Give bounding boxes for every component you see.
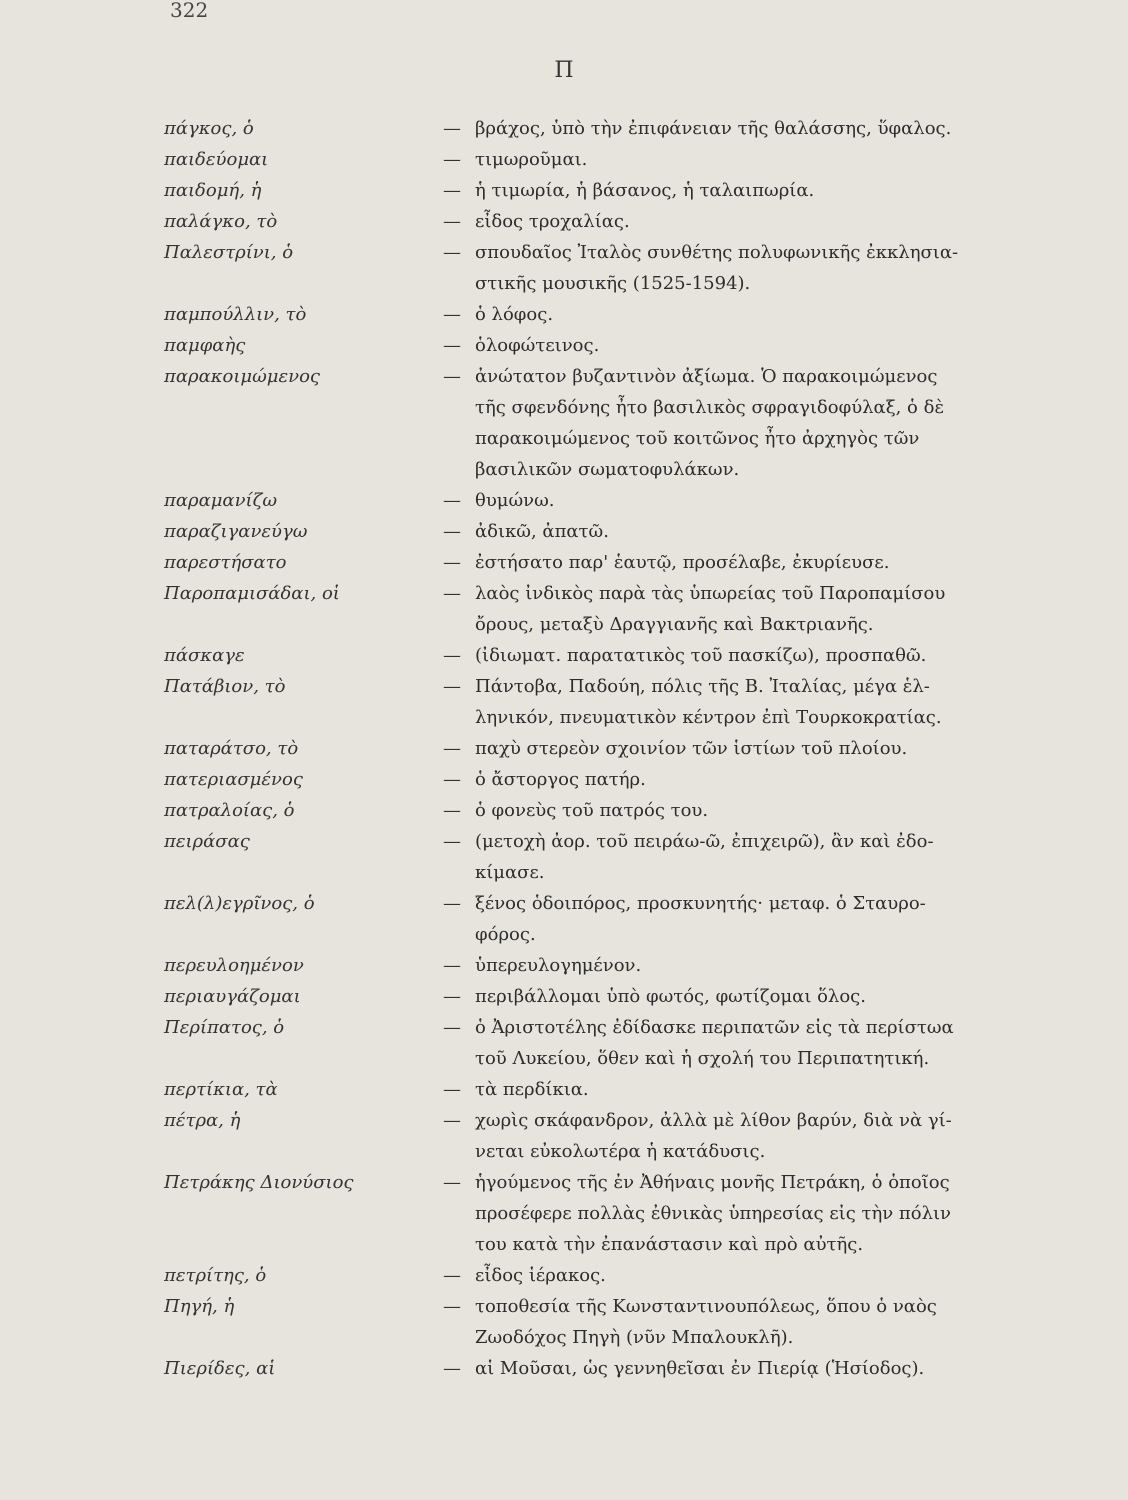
glossary-entry [0, 578, 1128, 640]
entry-term: Πηγή, ἡ [164, 1296, 235, 1317]
entry-term: Πατάβιον, τὸ [164, 676, 286, 697]
entry-definition: Πάντοβα, Παδούη, πόλις τῆς Β. Ἰταλίας, μέγα ἑλ- ληνικόν, πνευματικὸν κέντρον ἐπὶ Τουρκοκρατίας. [475, 676, 942, 728]
entry-definition: ἀδικῶ, ἀπατῶ. [475, 521, 609, 542]
entry-definition: ὁλοφώτεινος. [475, 335, 600, 356]
section-letter: Π [554, 58, 574, 83]
entry-term: πατραλοίας, ὁ [164, 800, 295, 821]
entry-term: Παροπαμισάδαι, οἱ [164, 583, 340, 604]
entry-definition: χωρὶς σκάφανδρον, ἀλλὰ μὲ λίθον βαρύν, διὰ νὰ γί- νεται εὐκολωτέρα ἡ κατάδυσις. [475, 1110, 952, 1162]
entry-definition: ἡγούμενος τῆς ἐν Ἀθήναις μονῆς Πετράκη, ὁ ὁποῖος προσέφερε πολλὰς ἐθνικὰς ὑπηρεσίας εἰς τὴν πόλιν του κατὰ τὴν ἐπανάστασιν καὶ πρὸ αὐτῆς. [475, 1172, 951, 1255]
entry-definition: ὁ Ἀριστοτέλης ἐδίδασκε περιπατῶν εἰς τὰ περίστωα τοῦ Λυκείου, ὅθεν καὶ ἡ σχολή του Περιπατητική. [475, 1017, 954, 1069]
entry-definition: αἱ Μοῦσαι, ὡς γεννηθεῖσαι ἐν Πιερίᾳ (Ἡσίοδος). [475, 1358, 925, 1379]
entry-definition: ξένος ὁδοιπόρος, προσκυνητής· μεταφ. ὁ Σταυρο- φόρος. [475, 893, 926, 945]
entry-dash: — [443, 490, 461, 511]
glossary-entry [0, 330, 1128, 361]
entry-dash: — [443, 1017, 461, 1038]
glossary-entry [0, 733, 1128, 764]
entry-dash: — [443, 1296, 461, 1317]
entry-dash: — [443, 645, 461, 666]
glossary-entry [0, 1353, 1128, 1384]
entry-dash: — [443, 211, 461, 232]
entry-term: πειράσας [164, 831, 250, 852]
entry-term: παμφαὴς [164, 335, 246, 356]
glossary-entry [0, 237, 1128, 299]
glossary-entry [0, 1260, 1128, 1291]
glossary-entry [0, 1105, 1128, 1167]
entry-dash: — [443, 986, 461, 1007]
entry-dash: — [443, 180, 461, 201]
glossary-entry [0, 206, 1128, 237]
entry-term: παλάγκο, τὸ [164, 211, 278, 232]
entry-definition: (ἰδιωματ. παρατατικὸς τοῦ πασκίζω), προσπαθῶ. [475, 645, 927, 666]
entry-dash: — [443, 118, 461, 139]
entry-term: Πετράκης Διονύσιος [164, 1172, 354, 1193]
entry-dash: — [443, 1172, 461, 1193]
entry-dash: — [443, 893, 461, 914]
glossary-entry [0, 361, 1128, 485]
glossary-entry [0, 888, 1128, 950]
entry-term: Παλεστρίνι, ὁ [164, 242, 294, 263]
entry-definition: ἡ τιμωρία, ἡ βάσανος, ἡ ταλαιπωρία. [475, 180, 815, 201]
entry-term: παιδομή, ἡ [164, 180, 262, 201]
entry-term: περτίκια, τὰ [164, 1079, 278, 1100]
entry-term: παιδεύομαι [164, 149, 269, 170]
entry-term: περευλοημένον [164, 955, 304, 976]
entry-dash: — [443, 304, 461, 325]
entry-term: παρακοιμώμενος [164, 366, 321, 387]
entry-dash: — [443, 955, 461, 976]
entry-dash: — [443, 769, 461, 790]
entry-term: πελ(λ)εγρῖνος, ὁ [164, 893, 315, 914]
page-number: 322 [170, 0, 209, 22]
glossary-entry [0, 144, 1128, 175]
glossary-entry [0, 547, 1128, 578]
entry-definition: λαὸς ἰνδικὸς παρὰ τὰς ὑπωρείας τοῦ Παροπαμίσου ὄρους, μεταξὺ Δραγγιανῆς καὶ Βακτριανῆς. [475, 583, 946, 635]
entry-definition: θυμώνω. [475, 490, 555, 511]
entry-dash: — [443, 676, 461, 697]
entry-dash: — [443, 521, 461, 542]
entry-definition: (μετοχὴ ἀορ. τοῦ πειράω-ῶ, ἐπιχειρῶ), ἂν καὶ ἐδο- κίμασε. [475, 831, 934, 883]
entry-definition: εἶδος τροχαλίας. [475, 211, 630, 232]
entry-definition: παχὺ στερεὸν σχοινίον τῶν ἱστίων τοῦ πλοίου. [475, 738, 908, 759]
entry-term: παταράτσο, τὸ [164, 738, 299, 759]
entry-dash: — [443, 552, 461, 573]
entry-definition: ἀνώτατον βυζαντινὸν ἀξίωμα. Ὁ παρακοιμώμενος τῆς σφενδόνης ἦτο βασιλικὸς σφραγιδοφύλαξ, ὁ δὲ παρακοιμώμενος τοῦ κοιτῶνος ἦτο ἀρχηγὸς τῶν βασιλικῶν σωματοφυλάκων. [475, 366, 945, 480]
entry-term: πέτρα, ἡ [164, 1110, 241, 1131]
entry-dash: — [443, 800, 461, 821]
entry-definition: τιμωροῦμαι. [475, 149, 588, 170]
entry-dash: — [443, 149, 461, 170]
entry-term: περιαυγάζομαι [164, 986, 301, 1007]
glossary-entry [0, 950, 1128, 981]
entry-definition: ὁ ἄστοργος πατήρ. [475, 769, 646, 790]
entry-dash: — [443, 1110, 461, 1131]
entry-term: Περίπατος, ὁ [164, 1017, 285, 1038]
glossary-entry [0, 175, 1128, 206]
entry-dash: — [443, 335, 461, 356]
glossary-entry [0, 1167, 1128, 1260]
entry-term: πάγκος, ὁ [164, 118, 254, 139]
entry-definition: ὁ λόφος. [475, 304, 554, 325]
glossary-entries [0, 113, 1128, 1384]
glossary-entry [0, 671, 1128, 733]
entry-dash: — [443, 366, 461, 387]
glossary-entry [0, 981, 1128, 1012]
entry-dash: — [443, 738, 461, 759]
entry-term: παραζιγανεύγω [164, 521, 308, 542]
entry-definition: εἶδος ἱέρακος. [475, 1265, 606, 1286]
glossary-entry [0, 516, 1128, 547]
entry-definition: βράχος, ὑπὸ τὴν ἐπιφάνειαν τῆς θαλάσσης, ὕφαλος. [475, 118, 952, 139]
entry-dash: — [443, 831, 461, 852]
entry-dash: — [443, 1079, 461, 1100]
entry-dash: — [443, 1358, 461, 1379]
entry-dash: — [443, 1265, 461, 1286]
glossary-entry [0, 826, 1128, 888]
entry-term: παραμανίζω [164, 490, 278, 511]
entry-dash: — [443, 242, 461, 263]
entry-term: πετρίτης, ὁ [164, 1265, 267, 1286]
entry-term: Πιερίδες, αἱ [164, 1358, 276, 1379]
glossary-entry [0, 1074, 1128, 1105]
glossary-entry [0, 485, 1128, 516]
glossary-entry [0, 1012, 1128, 1074]
entry-definition: ὑπερευλογημένον. [475, 955, 642, 976]
entry-definition: τὰ περδίκια. [475, 1079, 589, 1100]
entry-term: πατεριασμένος [164, 769, 303, 790]
entry-definition: σπουδαῖος Ἰταλὸς συνθέτης πολυφωνικῆς ἐκκλησια- στικῆς μουσικῆς (1525-1594). [475, 242, 959, 294]
entry-term: πάσκαγε [164, 645, 245, 666]
entry-dash: — [443, 583, 461, 604]
entry-definition: ὁ φονεὺς τοῦ πατρός του. [475, 800, 709, 821]
entry-term: παρεστήσατο [164, 552, 287, 573]
entry-definition: ἐστήσατο παρ' ἑαυτῷ, προσέλαβε, ἐκυρίευσε. [475, 552, 890, 573]
glossary-entry [0, 299, 1128, 330]
glossary-entry [0, 1291, 1128, 1353]
entry-definition: τοποθεσία τῆς Κωνσταντινουπόλεως, ὅπου ὁ ναὸς Ζωοδόχος Πηγὴ (νῦν Μπαλουκλῆ). [475, 1296, 937, 1348]
glossary-entry [0, 795, 1128, 826]
glossary-entry [0, 113, 1128, 144]
entry-definition: περιβάλλομαι ὑπὸ φωτός, φωτίζομαι ὅλος. [475, 986, 866, 1007]
entry-term: παμπούλλιν, τὸ [164, 304, 307, 325]
glossary-entry [0, 640, 1128, 671]
glossary-entry [0, 764, 1128, 795]
